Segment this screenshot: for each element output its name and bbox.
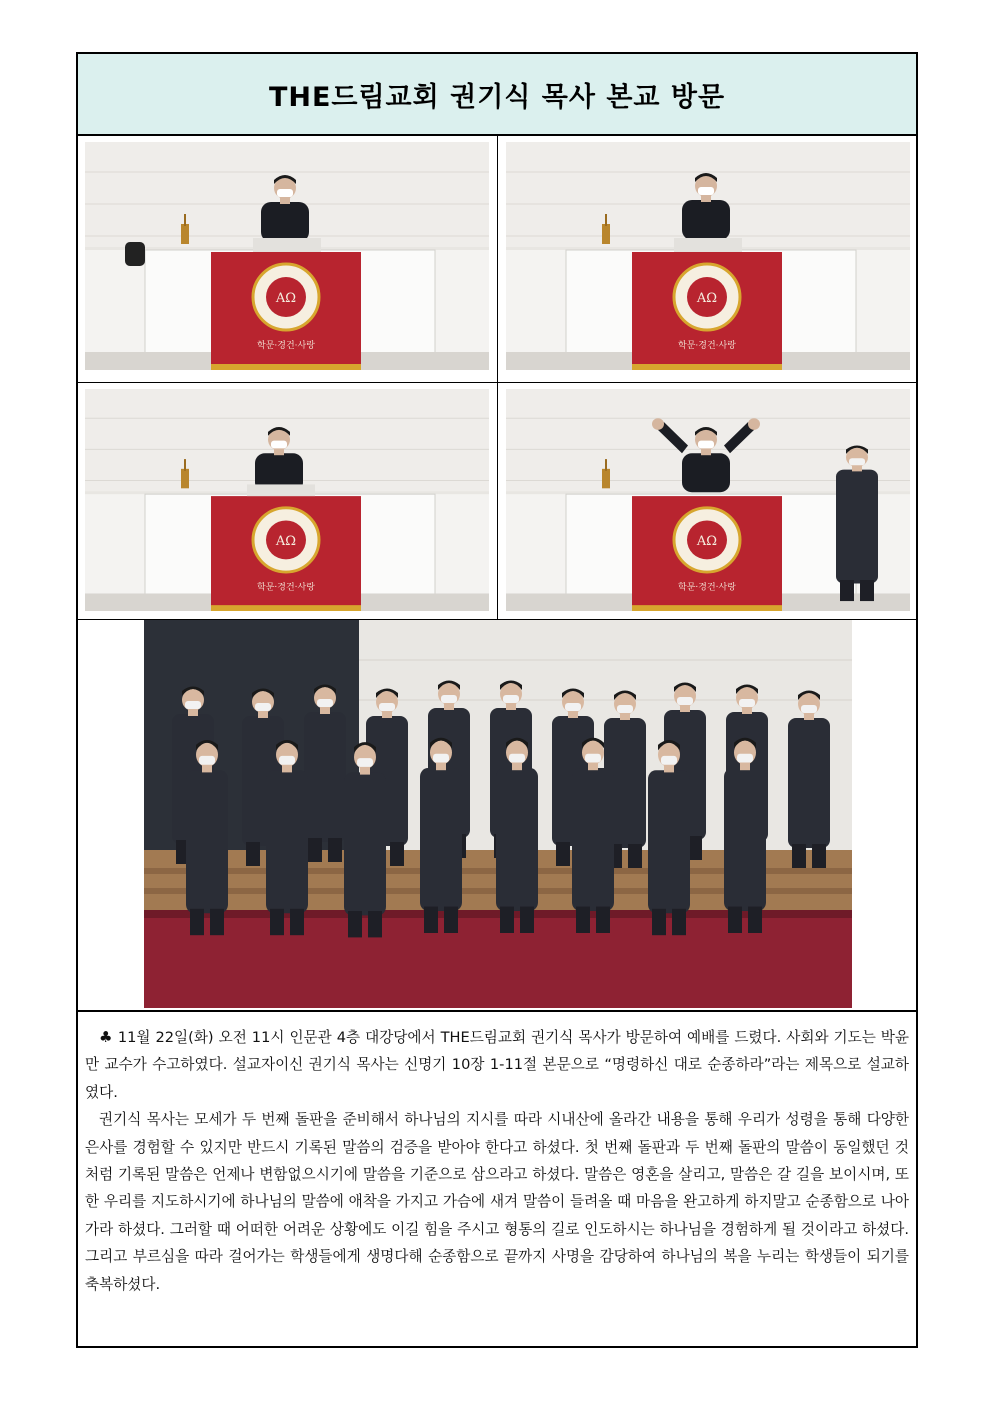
column-divider [497, 134, 498, 382]
photo-row-2 [78, 383, 916, 620]
page-title: THE드림교회 권기식 목사 본교 방문 [268, 81, 726, 113]
club-bullet-icon: ♣ [99, 1028, 113, 1046]
column-divider [497, 383, 498, 619]
preacher-raising-hands-photo [506, 389, 910, 611]
group-photo-row [78, 620, 916, 1012]
paragraph-2-text: 권기식 목사는 모세가 두 번째 돌판을 준비해서 하나님의 지시를 따라 시내산에 올라간 내용을 통해 우리가 성령을 통해 다양한 은사를 경험할 수 있지만 반드시 기록된 말씀의 검증을 받아야 한다고 하셨다. 첫 번째 돌판과 두 번째 돌판의 말씀이 동일했던 것처럼 기록된 말씀은 언제나 변함없으시기에 말씀을 기준으로 삼으라고 하셨다. 말씀은 영혼을 살리고, 말씀은 갈 길을 보이시며, 또한 우리를 지도하시기에 하나님의 말씀에 애착을 가지고 가슴에 새겨 말씀이 들려올 때 마음을 완고하게 하지말고 순종함으로 나아가라 하셨다. 그러할 때 어떠한 어려운 상황에도 이길 힘을 주시고 형통의 길로 인도하시는 하나님을 경험하게 될 것이라고 하셨다. 그리고 부르심을 따라 걸어가는 학생들에게 생명다해 순종함으로 끝까지 사명을 감당하여 하나님의 복을 누리는 학생들이 되기를 축복하셨다. [85, 1111, 909, 1293]
article-frame [76, 52, 918, 1348]
paragraph-1-text: 11월 22일(화) 오전 11시 인문관 4층 대강당에서 THE드림교회 권기식 목사가 방문하여 예배를 드렸다. 사회와 기도는 박윤만 교수가 수고하였다. 설교자이신 권기식 목사는 신명기 10장 1-11절 본문으로 “명령하신 대로 순종하라”라는 제목으로 설교하였다. [85, 1029, 910, 1101]
preacher-at-pulpit-photo [85, 142, 489, 370]
preacher-at-pulpit-photo-3 [85, 389, 489, 611]
group-photo [144, 620, 852, 1008]
paragraph-1 [85, 1024, 909, 1106]
photo-row-1 [78, 134, 916, 383]
paragraph-2 [85, 1106, 909, 1298]
article-body [85, 1024, 909, 1298]
preacher-at-pulpit-photo-2 [506, 142, 910, 370]
title-band [78, 54, 916, 136]
